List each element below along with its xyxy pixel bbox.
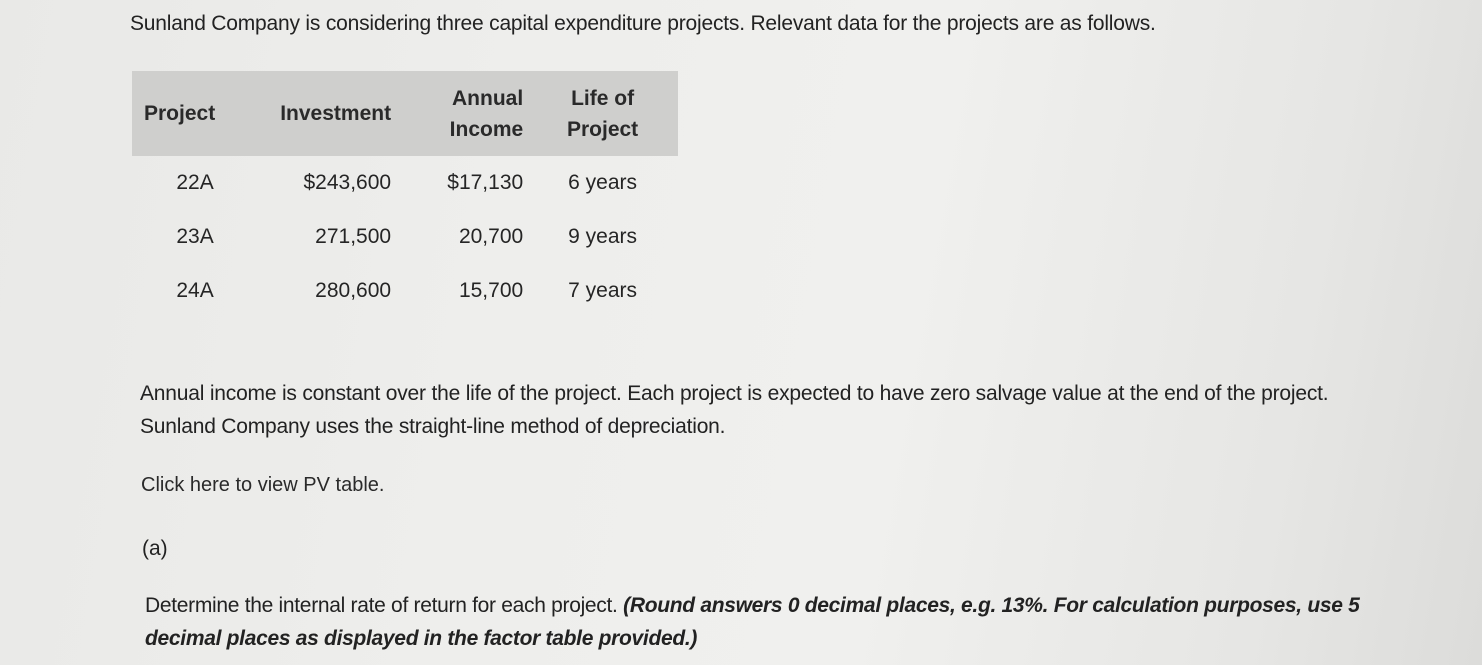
header-annual-income [393, 71, 527, 156]
cell-investment: 271,500 [315, 225, 392, 248]
cell-annual-income: $17,130 [447, 171, 524, 194]
part-a-label: (a) [142, 537, 168, 560]
description-text [140, 377, 1440, 443]
cell-project: 23A [176, 225, 214, 248]
projects-table [132, 71, 678, 318]
table-header-row [132, 71, 678, 156]
cell-project: 22A [176, 171, 214, 194]
cell-life: 7 years [568, 279, 638, 302]
description-line-2: Sunland Company uses the straight-line method of depreciation. [140, 415, 726, 438]
question-main: Determine the internal rate of return for each project. [145, 594, 618, 617]
intro-text: Sunland Company is considering three capital expenditure projects. Relevant data for the projects are as follows. [130, 12, 1156, 35]
header-project: Project [132, 71, 258, 156]
header-life-line1: Life of [571, 86, 635, 110]
cell-annual-income: 20,700 [458, 225, 524, 248]
header-annual-income-line2: Income [449, 117, 524, 141]
header-annual-income-line1: Annual [452, 86, 524, 110]
table-row [132, 210, 678, 264]
description-line-1: Annual income is constant over the life of the project. Each project is expected to have zero salvage value at the end of the project. [140, 382, 1329, 405]
cell-project: 24A [176, 279, 214, 302]
cell-investment: 280,600 [315, 279, 392, 302]
cell-life: 6 years [568, 171, 638, 194]
view-pv-table-link[interactable]: Click here to view PV table. [141, 474, 385, 496]
table-row [132, 264, 678, 318]
header-life-line2: Project [566, 117, 639, 141]
table-row [132, 156, 678, 210]
cell-investment: $243,600 [303, 171, 392, 194]
cell-life: 9 years [568, 225, 638, 248]
cell-annual-income: 15,700 [458, 279, 524, 302]
question-text [145, 589, 1435, 655]
header-investment: Investment [258, 71, 393, 156]
question-instruction: (Round answers 0 decimal places, e.g. 13%. For calculation purposes, use 5 decimal places as displayed in the factor table provided.) [145, 594, 1360, 650]
header-life-of-project [527, 71, 678, 156]
